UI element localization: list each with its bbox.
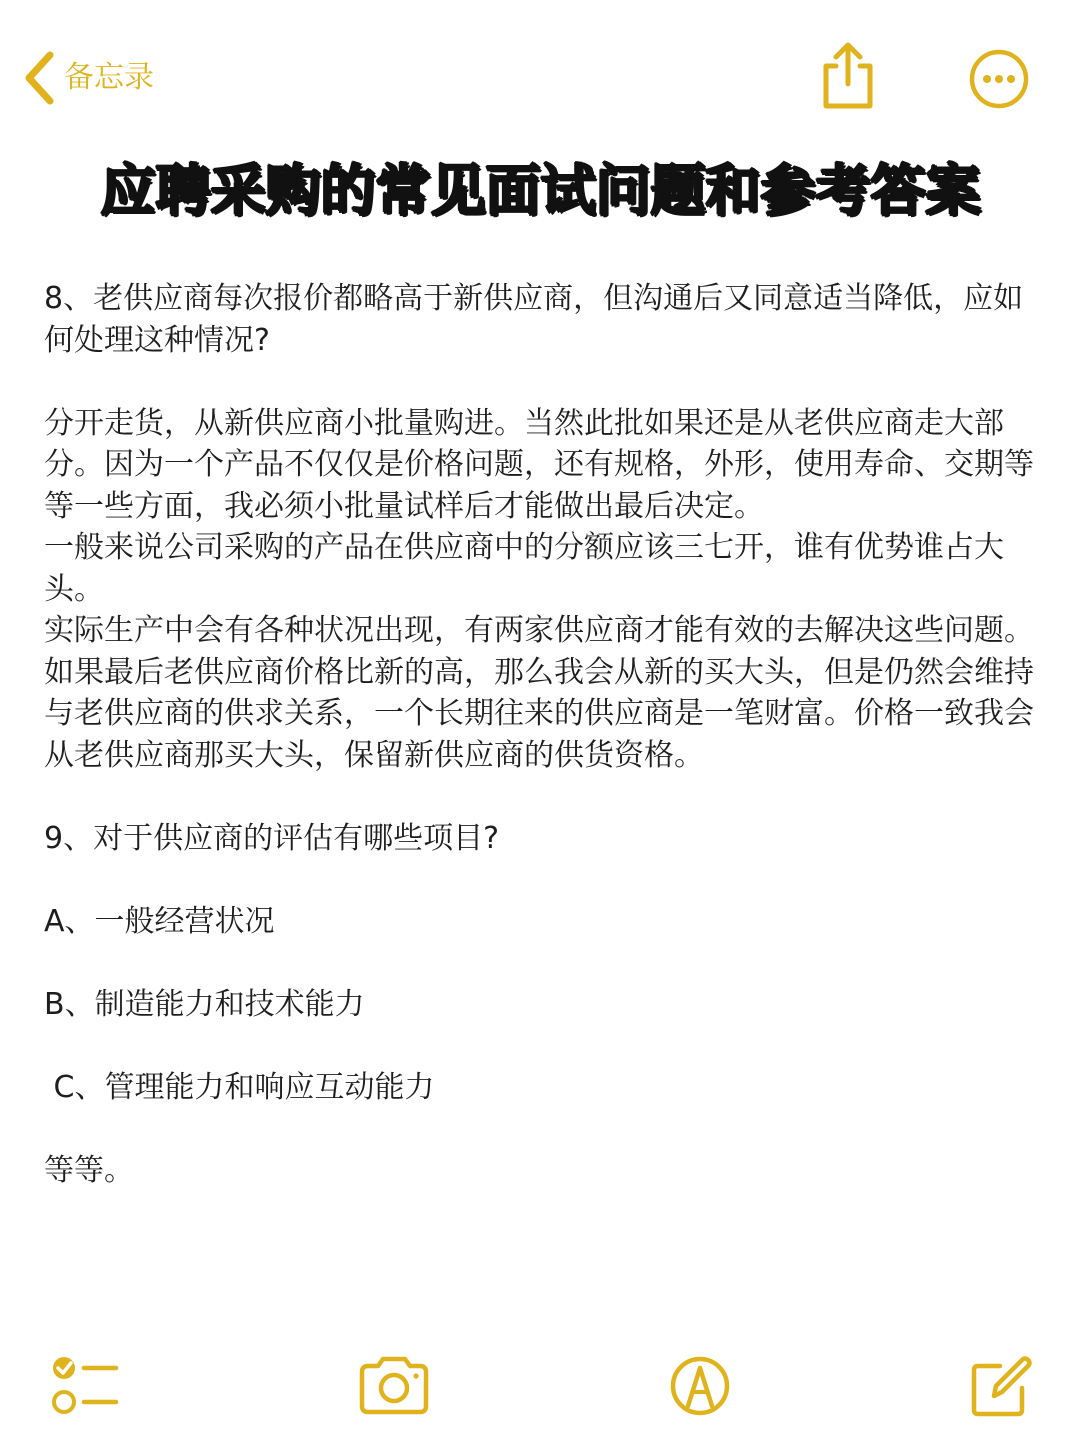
camera-icon: [356, 1354, 432, 1418]
blank-line: [44, 1108, 1034, 1150]
back-label: 备忘录: [64, 60, 154, 95]
more-button[interactable]: [968, 48, 1030, 110]
chevron-left-icon: [22, 50, 56, 106]
blank-line: [44, 1025, 1034, 1067]
question-8: 8、老供应商每次报价都略高于新供应商，但沟通后又同意适当降低，应如何处理这种情况?: [44, 281, 1024, 358]
answer-paragraph-2: 一般来说公司采购的产品在供应商中的分额应该三七开，谁有优势谁占大头。: [44, 530, 1004, 607]
navigation-bar: [0, 0, 1080, 150]
answer-paragraph-1: 分开走货，从新供应商小批量购进。当然此批如果还是从老供应商走大部分。因为一个产品不仅仅是价格问题，还有规格，外形，使用寿命、交期等等一些方面，我必须小批量试样后才能做出最后决定。: [44, 405, 1034, 524]
bottom-toolbar: [0, 1340, 1080, 1440]
note-title: 应聘采购的常见面试问题和参考答案: [99, 158, 980, 222]
answer-paragraph-3: 实际生产中会有各种状况出现，有两家供应商才能有效的去解决这些问题。如果最后老供应商价格比新的高，那么我会从新的买大头，但是仍然会维持与老供应商的供求关系，一个长期往来的供应商是一笔财富。价格一致我会从老供应商那买大头，保留新供应商的供货资格。: [44, 613, 1034, 773]
blank-line: [44, 361, 1034, 403]
blank-line: [44, 859, 1034, 901]
closing-line: 等等。: [44, 1152, 134, 1188]
back-button[interactable]: [22, 48, 154, 108]
list-item-b: B、制造能力和技术能力: [44, 986, 365, 1022]
share-button[interactable]: [816, 40, 880, 112]
checklist-button[interactable]: [48, 1354, 120, 1420]
camera-button[interactable]: [356, 1354, 432, 1418]
compose-icon: [966, 1354, 1034, 1420]
list-item-a: A、一般经营状况: [44, 903, 275, 939]
share-icon: [816, 40, 880, 112]
note-body[interactable]: [44, 278, 1034, 1191]
question-9: 9、对于供应商的评估有哪些项目?: [44, 820, 500, 856]
markup-button[interactable]: [668, 1354, 732, 1418]
blank-line: [44, 776, 1034, 818]
checklist-icon: [48, 1354, 120, 1420]
pen-markup-icon: [668, 1354, 732, 1418]
more-icon: [968, 48, 1030, 110]
list-item-c: C、管理能力和响应互动能力: [44, 1069, 435, 1105]
compose-button[interactable]: [966, 1354, 1034, 1420]
blank-line: [44, 942, 1034, 984]
